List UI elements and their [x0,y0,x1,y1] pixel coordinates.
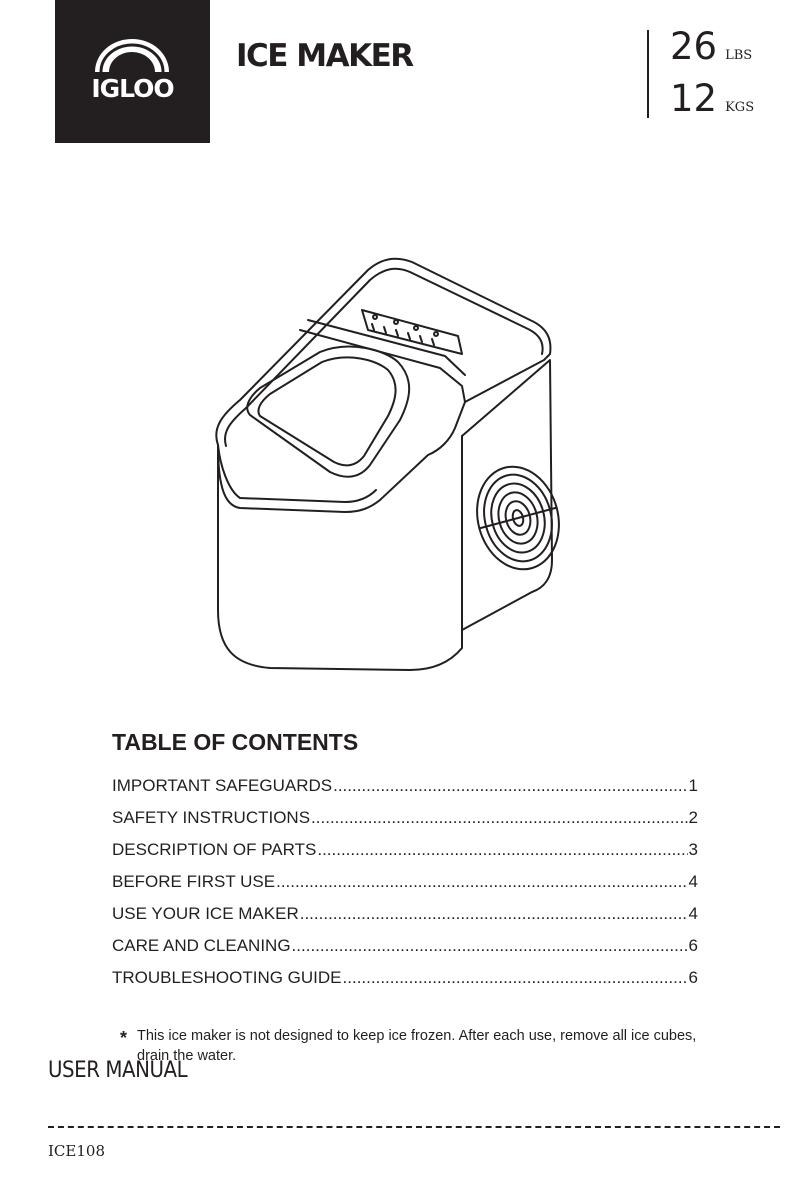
toc-item-page: 1 [688,776,698,795]
toc-leader [317,840,687,860]
toc-item-label: TROUBLESHOOTING GUIDE [112,968,342,987]
toc-item-label: USE YOUR ICE MAKER [112,904,299,923]
toc-item-page: 6 [688,968,698,987]
logo-wordmark: IGLOO [91,74,174,103]
table-of-contents [112,776,698,1000]
capacity-lbs-value: 26 [670,25,718,68]
toc-item-troubleshooting-guide[interactable] [112,968,698,1000]
model-number: ICE108 [48,1142,105,1160]
toc-item-important-safeguards[interactable] [112,776,698,808]
toc-leader [311,808,687,828]
toc-item-description-of-parts[interactable] [112,840,698,872]
toc-item-page: 2 [688,808,698,827]
toc-item-label: DESCRIPTION OF PARTS [112,840,317,859]
capacity-kgs [670,77,754,120]
toc-item-label: BEFORE FIRST USE [112,872,276,891]
capacity-divider [647,30,649,118]
note-text: This ice maker is not designed to keep ice frozen. After each use, remove all ice cubes, drain the water. [137,1028,697,1064]
user-manual-label: USER MANUAL [48,1058,188,1083]
toc-item-label: CARE AND CLEANING [112,936,291,955]
usage-note [120,1026,700,1066]
toc-item-label: IMPORTANT SAFEGUARDS [112,776,333,795]
page-title: ICE MAKER [236,38,413,74]
toc-item-page: 3 [688,840,698,859]
toc-heading: TABLE OF CONTENTS [112,729,359,755]
igloo-dome-icon [55,0,210,143]
toc-item-page: 4 [688,872,698,891]
toc-item-safety-instructions[interactable] [112,808,698,840]
toc-item-use-your-ice-maker[interactable] [112,904,698,936]
toc-leader [276,872,687,892]
toc-item-care-and-cleaning[interactable] [112,936,698,968]
note-marker: * [120,1028,128,1048]
toc-leader [333,776,687,796]
dashed-divider [48,1126,780,1128]
toc-item-page: 4 [688,904,698,923]
brand-logo [55,0,210,143]
toc-leader [300,904,688,924]
toc-leader [292,936,688,956]
capacity-lbs-unit: LBS [725,48,753,63]
toc-item-page: 6 [688,936,698,955]
toc-leader [343,968,688,988]
toc-item-before-first-use[interactable] [112,872,698,904]
capacity-kgs-value: 12 [670,77,718,120]
capacity-lbs [670,25,752,68]
capacity-kgs-unit: KGS [725,100,755,115]
ice-maker-illustration-icon [200,250,570,680]
toc-item-label: SAFETY INSTRUCTIONS [112,808,311,827]
